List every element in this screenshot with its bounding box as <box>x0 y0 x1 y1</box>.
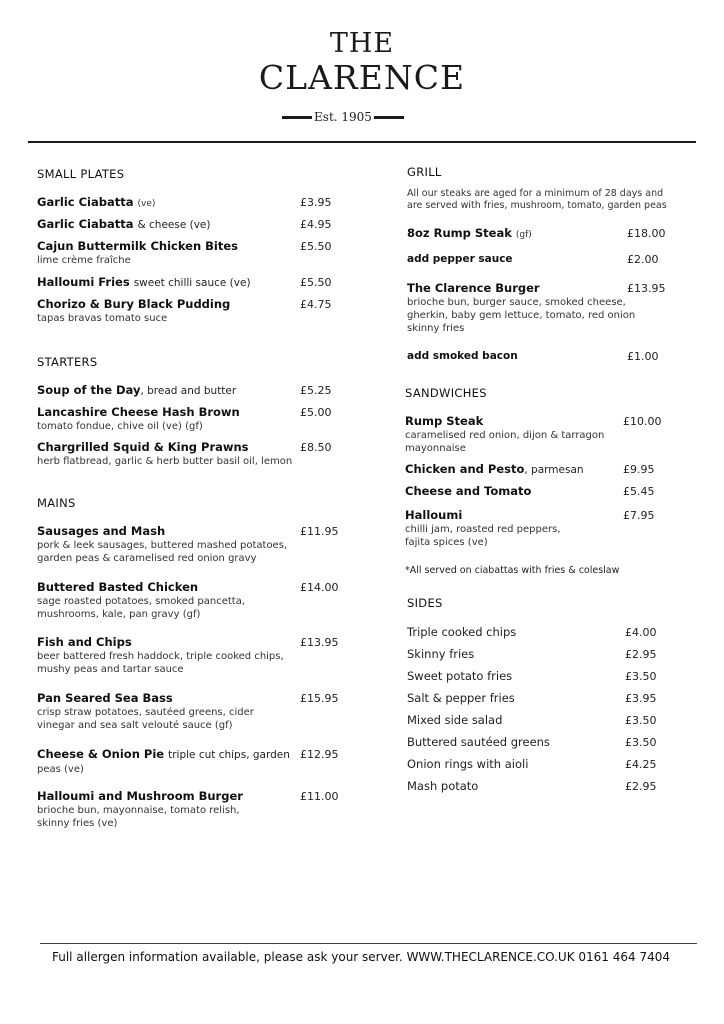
item-note: , parmesan <box>524 464 584 476</box>
established-text: Est. 1905 <box>314 110 372 124</box>
item-note: (gf) <box>515 230 532 240</box>
item-name: Chorizo & Bury Black Pudding <box>37 297 231 311</box>
item-note: triple cut chips, garden <box>168 749 290 761</box>
side-item <box>407 625 667 640</box>
side-item <box>407 647 667 662</box>
menu-item <box>405 484 667 499</box>
item-price: £13.95 <box>627 282 666 295</box>
brand-title-the: THE <box>329 28 395 59</box>
item-price: £8.50 <box>300 441 332 454</box>
item-price: £11.00 <box>300 790 339 803</box>
item-name: Chicken and Pesto <box>405 462 525 476</box>
item-name: Buttered Basted Chicken <box>37 580 199 594</box>
item-name: Garlic Ciabatta <box>37 217 134 231</box>
est-left-rule <box>282 116 312 119</box>
est-right-rule <box>374 116 404 119</box>
item-description: skinny fries (ve) <box>37 818 118 829</box>
side-price: £3.50 <box>625 670 657 683</box>
item-description: fajita spices (ve) <box>405 537 488 548</box>
item-name: Soup of the Day <box>37 383 141 397</box>
side-name: Onion rings with aioli <box>407 757 529 771</box>
side-price: £2.95 <box>625 648 657 661</box>
side-name: Mash potato <box>407 779 479 793</box>
menu-item <box>37 691 337 732</box>
menu-item <box>37 383 337 399</box>
menu-item <box>405 508 667 549</box>
item-name: Rump Steak <box>405 414 484 428</box>
side-price: £3.50 <box>625 736 657 749</box>
item-description: tapas bravas tomato suce <box>37 313 168 324</box>
side-item <box>407 757 667 772</box>
item-price: £7.95 <box>623 509 655 522</box>
footer-divider <box>40 943 697 944</box>
item-price: £12.95 <box>300 748 339 761</box>
section-title-small-plates: SMALL PLATES <box>37 167 125 181</box>
item-price: £4.75 <box>300 298 332 311</box>
item-name: Cajun Buttermilk Chicken Bites <box>37 239 239 253</box>
header-divider <box>28 141 696 143</box>
item-name: Cheese and Tomato <box>405 484 532 498</box>
menu-item <box>407 226 667 243</box>
footer-allergen-info: Full allergen information available, please ask your server. WWW.THECLARENCE.CO.UK 0161 464 7404 <box>52 950 670 964</box>
item-price: £15.95 <box>300 692 339 705</box>
item-price: £11.95 <box>300 525 339 538</box>
item-note: & cheese (ve) <box>137 219 211 231</box>
menu-item <box>37 217 337 233</box>
item-name: Chargrilled Squid & King Prawns <box>37 440 249 454</box>
item-price: £2.00 <box>627 253 659 266</box>
side-price: £3.50 <box>625 714 657 727</box>
item-price: £1.00 <box>627 350 659 363</box>
item-name: Sausages and Mash <box>37 524 166 538</box>
item-price: £18.00 <box>627 227 666 240</box>
item-price: £10.00 <box>623 415 662 428</box>
item-description: gherkin, baby gem lettuce, tomato, red onion <box>407 310 636 321</box>
menu-item <box>37 747 337 776</box>
item-name: Halloumi <box>405 508 463 522</box>
item-description: herb flatbread, garlic & herb butter basil oil, lemon <box>37 456 293 467</box>
item-price: £5.45 <box>623 485 655 498</box>
item-price: £3.95 <box>300 196 332 209</box>
side-name: Buttered sautéed greens <box>407 735 550 749</box>
menu-item <box>37 789 337 830</box>
grill-intro-line-2: are served with fries, mushroom, tomato, garden peas <box>407 200 667 211</box>
side-name: Salt & pepper fries <box>407 691 515 705</box>
side-item <box>407 669 667 684</box>
side-item <box>407 779 667 794</box>
section-title-mains: MAINS <box>37 496 76 510</box>
item-description: tomato fondue, chive oil (ve) (gf) <box>37 421 203 432</box>
item-description: mushrooms, kale, pan gravy (gf) <box>37 609 201 620</box>
item-name: 8oz Rump Steak <box>407 226 512 240</box>
item-name: Cheese & Onion Pie <box>37 747 165 761</box>
item-name: Fish and Chips <box>37 635 132 649</box>
item-description: mayonnaise <box>405 443 466 454</box>
item-name: Pan Seared Sea Bass <box>37 691 173 705</box>
menu-item <box>37 440 337 468</box>
side-name: Mixed side salad <box>407 713 503 727</box>
item-price: £5.25 <box>300 384 332 397</box>
item-price: £5.50 <box>300 276 332 289</box>
menu-item <box>37 405 337 433</box>
item-name: Garlic Ciabatta <box>37 195 134 209</box>
menu-item <box>37 580 337 621</box>
item-note: , bread and butter <box>140 385 237 397</box>
menu-item <box>37 524 337 565</box>
menu-item <box>37 239 337 267</box>
item-description: mushy peas and tartar sauce <box>37 664 184 675</box>
menu-item <box>37 297 337 325</box>
item-name: add smoked bacon <box>407 350 518 362</box>
side-item <box>407 713 667 728</box>
item-price: £14.00 <box>300 581 339 594</box>
item-description: vinegar and sea salt velouté sauce (gf) <box>37 720 233 731</box>
item-description: beer battered fresh haddock, triple cooked chips, <box>37 651 284 662</box>
item-description: peas (ve) <box>37 764 84 775</box>
item-name: The Clarence Burger <box>407 281 540 295</box>
established-row <box>282 108 404 126</box>
menu-item <box>407 252 667 267</box>
item-description: garden peas & caramelised red onion gravy <box>37 553 257 564</box>
side-price: £4.25 <box>625 758 657 771</box>
side-item <box>407 691 667 706</box>
item-note: sweet chilli sauce (ve) <box>133 277 251 289</box>
section-title-sandwiches: SANDWICHES <box>405 386 487 400</box>
item-name: Lancashire Cheese Hash Brown <box>37 405 240 419</box>
item-description: skinny fries <box>407 323 465 334</box>
item-price: £5.00 <box>300 406 332 419</box>
side-price: £3.95 <box>625 692 657 705</box>
item-description: crisp straw potatoes, sautéed greens, cider <box>37 707 254 718</box>
item-price: £5.50 <box>300 240 332 253</box>
menu-item <box>405 462 667 478</box>
menu-item <box>405 414 667 455</box>
item-note: (ve) <box>137 199 156 209</box>
side-name: Skinny fries <box>407 647 475 661</box>
side-item <box>407 735 667 750</box>
item-description: brioche bun, mayonnaise, tomato relish, <box>37 805 240 816</box>
item-name: add pepper sauce <box>407 253 513 265</box>
item-price: £9.95 <box>623 463 655 476</box>
item-description: lime crème fraîche <box>37 255 131 266</box>
item-description: pork & leek sausages, buttered mashed potatoes, <box>37 540 288 551</box>
section-title-starters: STARTERS <box>37 355 98 369</box>
menu-item <box>37 275 337 291</box>
menu-item <box>407 349 667 364</box>
item-name: Halloumi Fries <box>37 275 130 289</box>
section-title-sides: SIDES <box>407 596 443 610</box>
side-price: £2.95 <box>625 780 657 793</box>
menu-header <box>0 0 724 140</box>
side-price: £4.00 <box>625 626 657 639</box>
side-name: Sweet potato fries <box>407 669 513 683</box>
sandwiches-footnote: *All served on ciabattas with fries & coleslaw <box>405 565 620 576</box>
item-name: Halloumi and Mushroom Burger <box>37 789 243 803</box>
menu-item <box>37 635 337 676</box>
item-price: £4.95 <box>300 218 332 231</box>
brand-title-clarence: CLARENCE <box>258 58 466 97</box>
menu-item <box>407 281 667 335</box>
item-description: chilli jam, roasted red peppers, <box>405 524 561 535</box>
item-price: £13.95 <box>300 636 339 649</box>
menu-item <box>37 195 337 212</box>
item-description: caramelised red onion, dijon & tarragon <box>405 430 605 441</box>
item-description: brioche bun, burger sauce, smoked cheese, <box>407 297 626 308</box>
item-description: sage roasted potatoes, smoked pancetta, <box>37 596 246 607</box>
section-title-grill: GRILL <box>407 165 442 179</box>
side-name: Triple cooked chips <box>407 625 517 639</box>
grill-intro-line-1: All our steaks are aged for a minimum of 28 days and <box>407 188 664 199</box>
